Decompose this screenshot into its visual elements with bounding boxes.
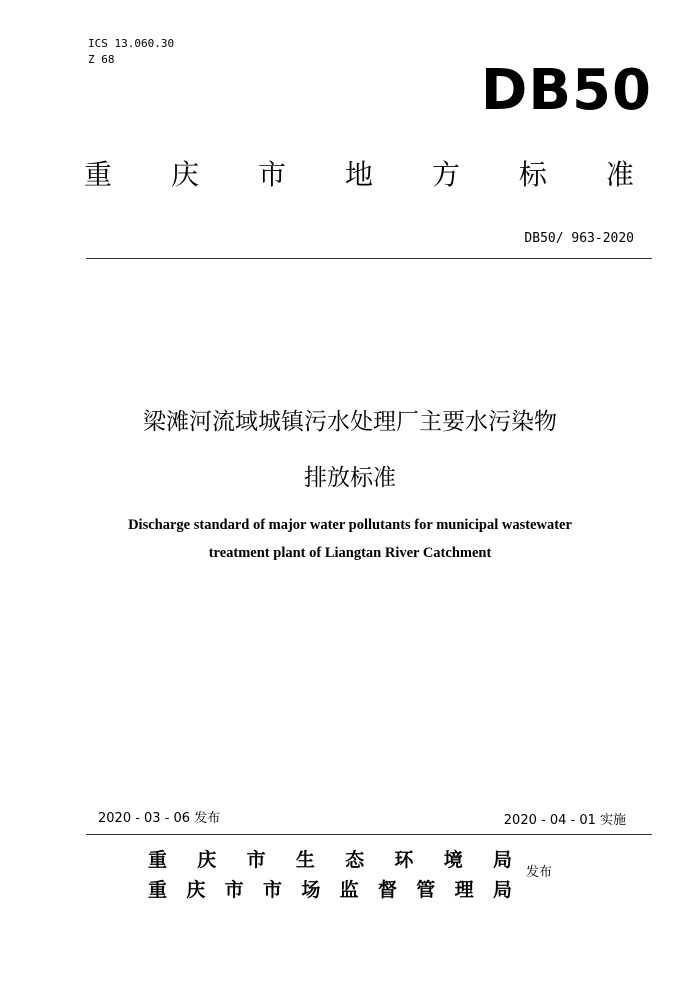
issuer-char: 重 (148, 879, 168, 901)
issuer-char: 督 (377, 879, 397, 901)
issuer-char: 监 (339, 879, 359, 901)
standard-type-char: 市 (257, 158, 286, 191)
standard-code: DB50 (480, 58, 652, 123)
issuer-char: 局 (492, 879, 512, 901)
issuer-char: 管 (416, 879, 436, 901)
title-cn-line1: 梁滩河流域城镇污水处理厂主要水污染物 (143, 409, 557, 435)
ccs-code: Z 68 (88, 53, 115, 66)
issuer-2 (148, 876, 512, 904)
standard-type-char: 方 (431, 158, 460, 191)
standard-type-char: 标 (518, 158, 547, 191)
standard-number: DB50/ 963-2020 (524, 231, 634, 246)
standard-type-char: 地 (344, 158, 373, 191)
issuer-char: 市 (246, 849, 266, 871)
issuer-char: 重 (148, 849, 168, 871)
publish-date: 2020 - 03 - 06 发布 (98, 811, 221, 826)
ics-code: ICS 13.060.30 (88, 37, 175, 50)
issuer-char: 生 (295, 849, 315, 871)
standard-type-char: 庆 (170, 158, 199, 191)
standard-type (84, 155, 634, 195)
issuer-char: 局 (492, 849, 512, 871)
title-en-line2: treatment plant of Liangtan River Catchment (208, 545, 492, 561)
header-divider (86, 258, 652, 259)
title-cn-line2: 排放标准 (304, 465, 396, 491)
issuer-char: 境 (443, 849, 463, 871)
standard-type-char: 准 (605, 158, 634, 191)
classification-codes (88, 36, 174, 68)
issue-label: 发布 (526, 865, 553, 880)
issuer-char: 理 (454, 879, 474, 901)
issuer-char: 场 (301, 879, 321, 901)
issuer-char: 市 (224, 879, 244, 901)
issuer-char: 市 (262, 879, 282, 901)
implement-date: 2020 - 04 - 01 实施 (503, 813, 626, 828)
issuer-char: 态 (345, 849, 365, 871)
issuer-1 (148, 846, 512, 874)
issuer-char: 庆 (186, 879, 206, 901)
title-en-line1: Discharge standard of major water pollutants for municipal wastewater (128, 517, 572, 533)
issuer-char: 环 (394, 849, 414, 871)
footer-divider (86, 834, 652, 835)
issuer-char: 庆 (197, 849, 217, 871)
standard-type-char: 重 (84, 158, 113, 191)
